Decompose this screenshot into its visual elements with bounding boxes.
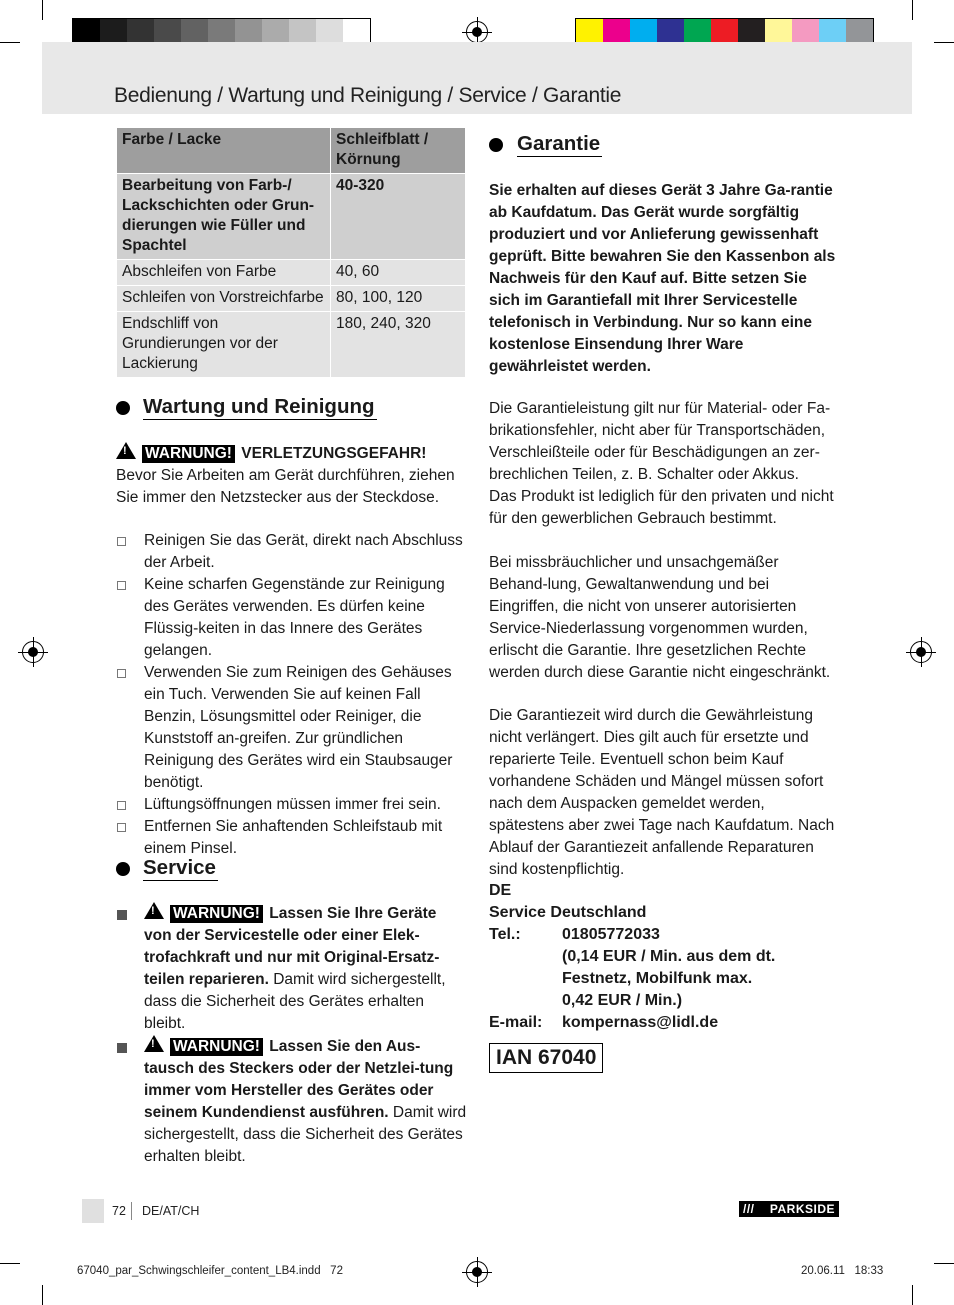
tel-note: Festnetz, Mobilfunk max. xyxy=(562,970,753,987)
section-bullet-icon xyxy=(116,862,130,876)
crop-mark xyxy=(934,42,954,43)
contact-service: Service Deutschland xyxy=(489,904,647,921)
table-row xyxy=(117,260,466,286)
crop-mark xyxy=(0,1263,20,1264)
table-row xyxy=(117,174,466,260)
table-row xyxy=(117,286,466,312)
warning-block xyxy=(116,442,468,509)
warning-label: WARNUNG! xyxy=(170,1038,263,1056)
warning-triangle-icon xyxy=(144,1035,164,1052)
contact-country: DE xyxy=(489,882,512,899)
service-warning-text: Damit wird sichergestellt, dass die Sicherheit des Gerätes erhalten bleibt. xyxy=(144,971,446,1032)
warning-triangle-icon xyxy=(116,442,136,459)
section-heading-wartung: Wartung und Reinigung xyxy=(143,395,375,418)
brand-logo: /// PARKSIDE xyxy=(739,1201,839,1217)
crop-mark xyxy=(934,1263,954,1264)
registration-mark-icon xyxy=(466,21,488,43)
table-header-cell: Schleifblatt / Körnung xyxy=(331,128,466,174)
section-heading-service: Service xyxy=(143,856,216,879)
crop-mark xyxy=(912,1285,913,1305)
crop-mark xyxy=(0,42,20,43)
garantie-paragraph: Die Garantieleistung gilt nur für Material- oder Fa-brikationsfehler, nicht aber für Transportschäden, Verschleißteile oder für Beschädigungen an zer-brechlichen Teilen, z. B. Schalter oder Akkus. xyxy=(489,400,831,483)
garantie-intro: Sie erhalten auf dieses Gerät 3 Jahre Ga-rantie ab Kaufdatum. Das Gerät wurde sorgfältig produziert und vor Anlieferung gewissenhaft geprüft. Bitte bewahren Sie den Kassenbon als Nachweis für den Kauf auf. Bitte setzen Sie sich im Garantiefall mit Ihrer Servicestelle telefonisch in Verbindung. Nur so kann eine kostenlose Einsendung Ihrer Ware gewährleistet werden. xyxy=(489,182,836,375)
tel-label: Tel.: xyxy=(489,926,521,943)
warning-label: WARNUNG! xyxy=(170,905,263,923)
warning-text: Bevor Sie Arbeiten am Gerät durchführen, ziehen Sie immer den Netzstecker aus der Steckdose. xyxy=(116,467,455,506)
list-item: Verwenden Sie zum Reinigen des Gehäuses ein Tuch. Verwenden Sie auf keinen Fall Benzin, Lösungsmittel oder Reiniger, die Kunststoff an-greifen. Zur gründlichen Reinigung des Gerätes wird ein Staubsauger benötigt. xyxy=(116,662,468,794)
tel-number[interactable]: 01805772033 xyxy=(562,926,660,943)
section-heading-garantie: Garantie xyxy=(517,132,601,155)
list-item: Entfernen Sie anhaftenden Schleifstaub mit einem Pinsel. xyxy=(116,816,468,860)
section-bullet-icon xyxy=(489,138,503,152)
table-cell: 40, 60 xyxy=(331,260,466,286)
table-cell: 80, 100, 120 xyxy=(331,286,466,312)
service-warning-bold: Lassen Sie Ihre Geräte von der Servicestelle oder einer Elek-trofachkraft und nur mit Original-Ersatz-teilen reparieren. xyxy=(144,905,440,988)
list-item xyxy=(116,902,468,1035)
sanding-table xyxy=(116,127,466,378)
crop-mark xyxy=(912,0,913,20)
cleaning-list xyxy=(116,530,468,860)
registration-mark-icon xyxy=(910,641,932,663)
table-cell: 40-320 xyxy=(331,174,466,260)
table-cell: 180, 240, 320 xyxy=(331,312,466,378)
slug-date: 20.06.11 18:33 xyxy=(801,1265,884,1277)
table-cell: Schleifen von Vorstreichfarbe xyxy=(117,286,331,312)
registration-mark-icon xyxy=(466,1261,488,1283)
warning-label: WARNUNG! xyxy=(142,445,235,463)
table-row xyxy=(117,312,466,378)
registration-mark-icon xyxy=(22,641,44,663)
ian-number: IAN 67040 xyxy=(489,1043,603,1073)
footer-divider xyxy=(131,1202,132,1220)
list-item: Lüftungsöffnungen müssen immer frei sein. xyxy=(116,794,468,816)
section-bullet-icon xyxy=(116,401,130,415)
garantie-paragraph: Bei missbräuchlicher und unsachgemäßer Behand-lung, Gewaltanwendung und bei Eingriffen, die nicht von unserer autorisierten Service-Niederlassung vorgenommen wurden, erlischt die Garantie. Ihre gesetzlichen Rechte werden durch diese Garantie nicht eingeschränkt. xyxy=(489,554,831,681)
list-item xyxy=(116,1035,468,1168)
region-label: DE/AT/CH xyxy=(142,1204,200,1218)
page-marker xyxy=(82,1199,104,1223)
page-title: Bedienung / Wartung und Reinigung / Service / Garantie xyxy=(114,84,622,107)
list-item: Reinigen Sie das Gerät, direkt nach Abschluss der Arbeit. xyxy=(116,530,468,574)
table-header-row xyxy=(117,128,466,174)
service-contact xyxy=(489,880,775,1034)
table-cell: Bearbeitung von Farb-/ Lackschichten oder Grun-dierungen wie Füller und Spachtel xyxy=(117,174,331,260)
tel-note: (0,14 EUR / Min. aus dem dt. xyxy=(562,948,776,965)
page-number: 72 xyxy=(112,1204,126,1218)
crop-mark xyxy=(42,0,43,20)
table-header-cell: Farbe / Lacke xyxy=(117,128,331,174)
service-warning-text: Damit wird sichergestellt, dass die Sicherheit des Gerätes erhalten bleibt. xyxy=(144,1104,467,1165)
crop-mark xyxy=(42,1285,43,1305)
tel-note: 0,42 EUR / Min.) xyxy=(562,992,683,1009)
slug-filename: 67040_par_Schwingschleifer_content_LB4.indd 72 xyxy=(77,1265,343,1277)
service-list xyxy=(116,902,468,1168)
table-cell: Endschliff von Grundierungen vor der Lackierung xyxy=(117,312,331,378)
garantie-paragraph: Die Garantiezeit wird durch die Gewährleistung nicht verlängert. Dies gilt auch für ersetzte und reparierte Teile. Eventuell schon beim Kauf vorhandene Schäden und Mängel müssen sofort nach dem Auspacken gemeldet werden, spätestens aber zwei Tage nach Kaufdatum. Nach Ablauf der Garantiezeit anfallende Reparaturen sind kostenpflichtig. xyxy=(489,707,835,878)
warning-title: VERLETZUNGSGEFAHR! xyxy=(241,445,427,462)
table-cell: Abschleifen von Farbe xyxy=(117,260,331,286)
email-label: E-mail: xyxy=(489,1014,543,1031)
list-item: Keine scharfen Gegenstände zur Reinigung des Gerätes verwenden. Es dürfen keine Flüssig-keiten in das Innere des Gerätes gelangen. xyxy=(116,574,468,662)
email-address[interactable]: kompernass@lidl.de xyxy=(562,1014,719,1031)
warning-triangle-icon xyxy=(144,902,164,919)
garantie-paragraph: Das Produkt ist lediglich für den privaten und nicht für den gewerblichen Gebrauch bestimmt. xyxy=(489,488,834,527)
service-warning-bold: Lassen Sie den Aus-tausch des Steckers oder der Netzlei-tung immer vom Hersteller des Gerätes oder seinem Kundendienst ausführen. xyxy=(144,1038,454,1121)
